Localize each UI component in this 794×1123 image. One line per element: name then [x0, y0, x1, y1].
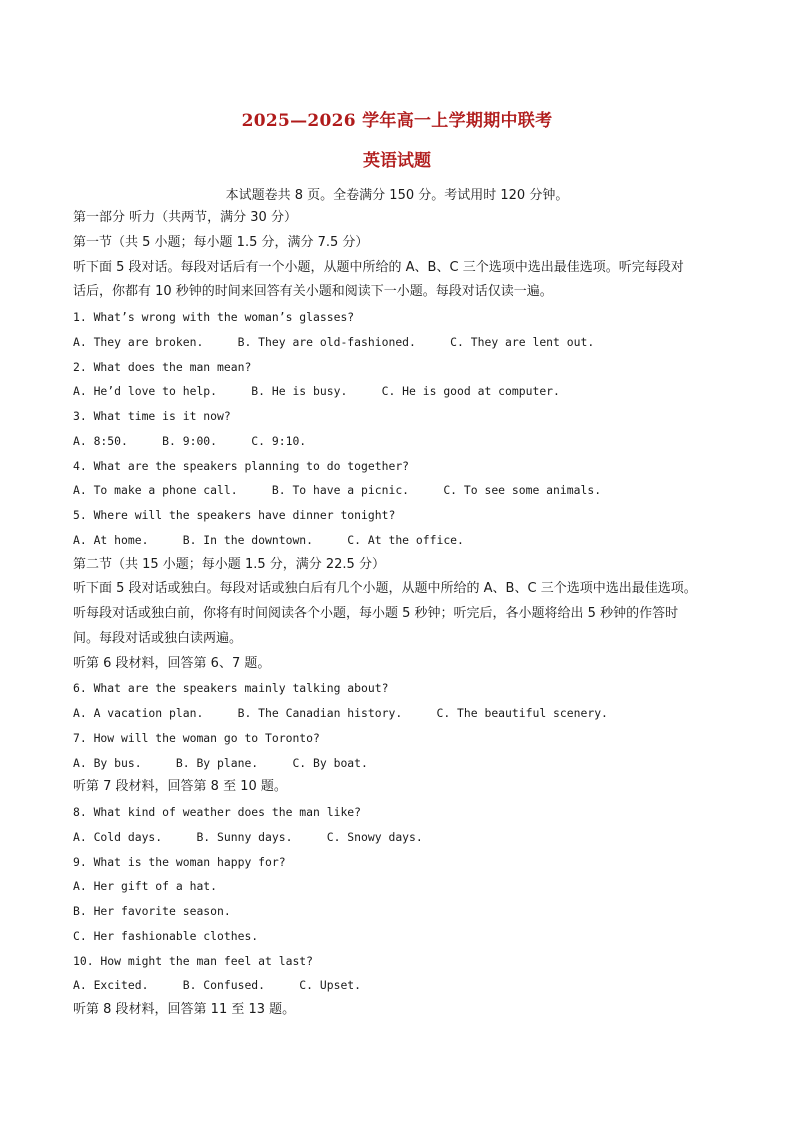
- exam-info: 本试题卷共 8 页。全卷满分 150 分。考试用时 120 分钟。: [225, 188, 569, 203]
- question-line: 4. What are the speakers planning to do together?: [73, 458, 410, 473]
- question-line: A. To make a phone call. B. To have a picnic. C. To see some animals.: [73, 483, 602, 498]
- question-line: A. By bus. B. By plane. C. By boat.: [73, 755, 368, 770]
- question-line: A. Cold days. B. Sunny days. C. Snowy days.: [73, 829, 423, 844]
- instruction-line: 听下面 5 段对话。每段对话后有一个小题，从题中所给的 A、B、C 三个选项中选出最佳选项。听完每段对: [73, 259, 684, 275]
- instruction-line: 听每段对话或独白前，你将有时间阅读各个小题，每小题 5 秒钟；听完后，各小题将给出 5 秒钟的作答时: [73, 606, 679, 621]
- question-line: A. 8:50. B. 9:00. C. 9:10.: [73, 433, 307, 448]
- subject-title: 英语试题: [363, 151, 431, 171]
- question-line: 1. What’s wrong with the woman’s glasses?: [73, 310, 355, 324]
- instruction-line: 听第 7 段材料，回答第 8 至 10 题。: [73, 779, 287, 795]
- instruction-line: 听第 6 段材料，回答第 6、7 题。: [73, 655, 271, 671]
- question-line: 2. What does the man mean?: [73, 359, 252, 374]
- question-line: A. A vacation plan. B. The Canadian history. C. The beautiful scenery.: [73, 706, 608, 720]
- question-line: 9. What is the woman happy for?: [73, 854, 286, 869]
- instruction-line: 第一部分 听力（共两节，满分 30 分）: [73, 210, 297, 225]
- instruction-line: 听第 8 段材料，回答第 11 至 13 题。: [73, 1002, 296, 1017]
- instruction-line: 听下面 5 段对话或独白。每段对话或独白后有几个小题，从题中所给的 A、B、C 三个选项中选出最佳选项。: [73, 581, 697, 597]
- question-line: 10. How might the man feel at last?: [73, 953, 314, 968]
- question-line: 3. What time is it now?: [73, 409, 231, 423]
- instruction-line: 话后，你都有 10 秒钟的时间来回答有关小题和阅读下一小题。每段对话仅读一遍。: [73, 284, 553, 300]
- question-line: A. They are broken. B. They are old-fashioned. C. They are lent out.: [73, 334, 595, 349]
- question-line: A. Excited. B. Confused. C. Upset.: [73, 978, 362, 993]
- question-line: 7. How will the woman go to Toronto?: [73, 730, 320, 745]
- instruction-line: 第一节（共 5 小题；每小题 1.5 分，满分 7.5 分）: [73, 234, 369, 250]
- question-line: B. Her favorite season.: [73, 904, 231, 918]
- question-line: A. Her gift of a hat.: [73, 879, 218, 894]
- instruction-line: 间。每段对话或独白读两遍。: [73, 630, 243, 646]
- question-line: A. He’d love to help. B. He is busy. C. He is good at computer.: [73, 384, 560, 399]
- question-line: A. At home. B. In the downtown. C. At the office.: [73, 532, 464, 547]
- question-line: 6. What are the speakers mainly talking about?: [73, 681, 389, 696]
- exam-content: [73, 206, 733, 1023]
- question-line: 8. What kind of weather does the man like?: [73, 805, 362, 819]
- exam-title: 2025—2026 学年高一上学期期中联考: [241, 111, 553, 131]
- question-line: 5. Where will the speakers have dinner tonight?: [73, 508, 396, 522]
- question-line: C. Her fashionable clothes.: [73, 928, 259, 943]
- instruction-line: 第二节（共 15 小题；每小题 1.5 分，满分 22.5 分）: [73, 556, 385, 572]
